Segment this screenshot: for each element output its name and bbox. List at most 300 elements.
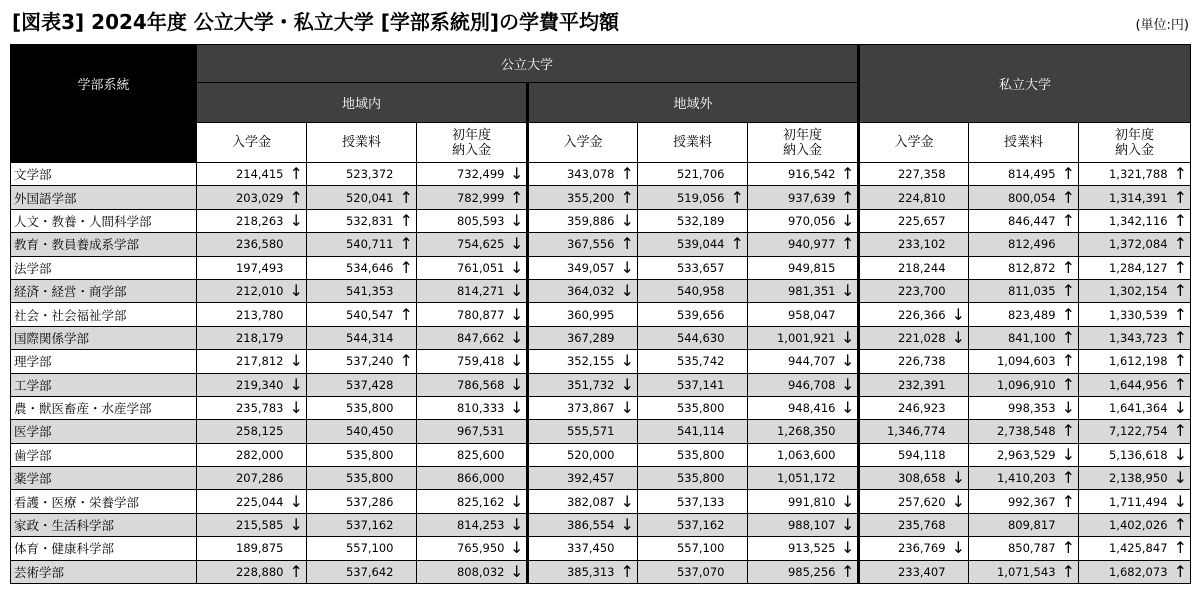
in-admission-trend [287,467,307,490]
out-tuition-value: 533,657 [638,256,728,279]
in-admission-value: 214,415 [197,163,287,186]
in-tuition-value: 523,372 [307,163,397,186]
in-tuition-trend [397,209,417,232]
out-tuition-value: 535,742 [638,350,728,373]
pr-first-year-trend [1171,279,1191,302]
in-first-year-trend [508,467,528,490]
out-admission-value: 337,450 [528,537,618,560]
out-first-year-value: 958,047 [748,303,839,326]
faculty-name: 教育・教員養成系学部 [11,233,197,256]
out-admission-value: 343,078 [528,163,618,186]
in-tuition-trend [397,420,417,443]
down-arrow-icon: ↓ [620,257,634,277]
pr-admission-header: 入学金 [859,123,969,163]
pr-first-year-value: 1,425,847 [1079,537,1171,560]
pr-first-year-value: 1,342,116 [1079,209,1171,232]
down-arrow-icon: ↓ [951,304,965,324]
in-first-year-trend [508,350,528,373]
table-row [11,303,1191,326]
out-admission-value: 360,995 [528,303,618,326]
out-tuition-value: 521,706 [638,163,728,186]
in-tuition-value: 557,100 [307,537,397,560]
down-arrow-icon: ↓ [951,538,965,558]
up-arrow-icon: ↑ [1061,538,1075,558]
faculty-name: 法学部 [11,256,197,279]
down-arrow-icon: ↓ [510,374,524,394]
in-admission-trend [287,350,307,373]
down-arrow-icon: ↓ [1061,398,1075,418]
in-first-year-value: 808,032 [417,560,508,583]
out-first-year-trend [839,490,859,513]
up-arrow-icon: ↑ [1173,187,1187,207]
out-tuition-value: 537,162 [638,513,728,536]
in-admission-value: 236,580 [197,233,287,256]
tuition-table [10,44,1191,584]
out-first-year-trend [839,467,859,490]
in-tuition-value: 537,286 [307,490,397,513]
pr-tuition-trend [1059,326,1079,349]
in-first-year-trend [508,303,528,326]
out-tuition-value: 537,133 [638,490,728,513]
up-arrow-icon: ↑ [620,561,634,581]
pr-admission-value: 257,620 [859,490,949,513]
down-arrow-icon: ↓ [510,164,524,184]
in-first-year-trend [508,186,528,209]
in-tuition-trend [397,490,417,513]
up-arrow-icon: ↑ [620,234,634,254]
in-first-year-value: 825,600 [417,443,508,466]
sub-header-row [11,123,1191,163]
down-arrow-icon: ↓ [841,538,855,558]
in-admission-value: 207,286 [197,467,287,490]
out-tuition-trend [728,326,748,349]
table-row [11,186,1191,209]
pr-first-year-value: 1,330,539 [1079,303,1171,326]
out-first-year-value: 988,107 [748,513,839,536]
up-arrow-icon: ↑ [1061,210,1075,230]
out-tuition-value: 544,630 [638,326,728,349]
category-header-cont [11,123,197,163]
out-first-year-value: 944,707 [748,350,839,373]
pr-tuition-trend [1059,233,1079,256]
in-admission-value: 217,812 [197,350,287,373]
pr-admission-value: 246,923 [859,396,949,419]
down-arrow-icon: ↓ [510,561,524,581]
pr-first-year-value: 1,402,026 [1079,513,1171,536]
out-first-year-trend [839,233,859,256]
in-first-year-trend [508,163,528,186]
down-arrow-icon: ↓ [510,515,524,535]
out-first-year-trend [839,396,859,419]
down-arrow-icon: ↓ [841,491,855,511]
down-arrow-icon: ↓ [510,327,524,347]
out-first-year-value: 991,810 [748,490,839,513]
out-first-year-value: 948,416 [748,396,839,419]
pr-tuition-trend [1059,163,1079,186]
pr-admission-value: 594,118 [859,443,949,466]
in-admission-trend [287,560,307,583]
in-first-year-trend [508,209,528,232]
down-arrow-icon: ↓ [1173,468,1187,488]
pr-tuition-trend [1059,256,1079,279]
in-admission-trend [287,303,307,326]
pr-tuition-value: 812,872 [969,256,1059,279]
up-arrow-icon: ↑ [399,187,413,207]
in-tuition-value: 544,314 [307,326,397,349]
out-tuition-trend [728,560,748,583]
in-first-year-value: 814,271 [417,279,508,302]
in-tuition-value: 534,646 [307,256,397,279]
in-tuition-value: 535,800 [307,396,397,419]
down-arrow-icon: ↓ [510,234,524,254]
out-first-year-value: 1,001,921 [748,326,839,349]
pr-admission-trend [949,560,969,583]
pr-first-year-value: 5,136,618 [1079,443,1171,466]
pr-first-year-trend [1171,233,1191,256]
out-first-year-value: 940,977 [748,233,839,256]
up-arrow-icon: ↑ [1173,374,1187,394]
out-first-year-value: 937,639 [748,186,839,209]
pr-tuition-value: 850,787 [969,537,1059,560]
out-admission-value: 355,200 [528,186,618,209]
out-tuition-value: 539,656 [638,303,728,326]
in-admission-value: 218,263 [197,209,287,232]
out-admission-value: 382,087 [528,490,618,513]
pr-tuition-trend [1059,420,1079,443]
in-region-header: 地域内 [197,83,528,123]
pr-first-year-trend [1171,560,1191,583]
in-admission-trend [287,396,307,419]
down-arrow-icon: ↓ [620,491,634,511]
table-row [11,256,1191,279]
pr-first-year-value: 2,138,950 [1079,467,1171,490]
table-row [11,443,1191,466]
up-arrow-icon: ↑ [1061,561,1075,581]
out-first-year-trend [839,209,859,232]
down-arrow-icon: ↓ [1173,491,1187,511]
private-university-header: 私立大学 [859,45,1191,123]
down-arrow-icon: ↓ [510,281,524,301]
in-first-year-trend [508,420,528,443]
in-first-year-trend [508,513,528,536]
out-tuition-value: 540,958 [638,279,728,302]
pr-first-year-value: 1,321,788 [1079,163,1171,186]
pr-tuition-value: 1,071,543 [969,560,1059,583]
pr-first-year-trend [1171,163,1191,186]
out-admission-trend [618,537,638,560]
pr-admission-trend [949,209,969,232]
out-first-year-trend [839,443,859,466]
in-tuition-trend [397,560,417,583]
out-tuition-trend [728,186,748,209]
up-arrow-icon: ↑ [1061,491,1075,511]
down-arrow-icon: ↓ [951,327,965,347]
in-tuition-trend [397,256,417,279]
out-tuition-value: 537,070 [638,560,728,583]
out-admission-trend [618,279,638,302]
out-tuition-trend [728,490,748,513]
out-first-year-trend [839,303,859,326]
out-admission-trend [618,350,638,373]
pr-tuition-value: 811,035 [969,279,1059,302]
out-first-year-trend [839,163,859,186]
pr-tuition-value: 2,738,548 [969,420,1059,443]
down-arrow-icon: ↓ [620,351,634,371]
down-arrow-icon: ↓ [841,210,855,230]
in-tuition-trend [397,443,417,466]
in-first-year-trend [508,490,528,513]
up-arrow-icon: ↑ [289,164,303,184]
pr-tuition-trend [1059,279,1079,302]
pr-tuition-value: 841,100 [969,326,1059,349]
in-first-year-trend [508,326,528,349]
faculty-name: 農・獣医畜産・水産学部 [11,396,197,419]
pr-first-year-value: 1,682,073 [1079,560,1171,583]
in-first-year-value: 847,662 [417,326,508,349]
up-arrow-icon: ↑ [1173,304,1187,324]
out-admission-trend [618,303,638,326]
in-first-year-value: 780,877 [417,303,508,326]
pr-admission-trend [949,233,969,256]
down-arrow-icon: ↓ [951,468,965,488]
pr-admission-value: 233,102 [859,233,949,256]
in-admission-trend [287,513,307,536]
table-row [11,209,1191,232]
pr-admission-value: 308,658 [859,467,949,490]
in-tuition-value: 535,800 [307,467,397,490]
in-admission-header: 入学金 [197,123,307,163]
in-tuition-trend [397,467,417,490]
pr-admission-value: 218,244 [859,256,949,279]
out-first-year-value: 913,525 [748,537,839,560]
up-arrow-icon: ↑ [1061,164,1075,184]
in-admission-trend [287,163,307,186]
pr-tuition-value: 800,054 [969,186,1059,209]
in-admission-trend [287,326,307,349]
down-arrow-icon: ↓ [1173,398,1187,418]
up-arrow-icon: ↑ [1061,351,1075,371]
in-tuition-value: 540,450 [307,420,397,443]
table-row [11,513,1191,536]
pr-tuition-value: 992,367 [969,490,1059,513]
table-row [11,490,1191,513]
pr-first-year-trend [1171,396,1191,419]
pr-tuition-trend [1059,396,1079,419]
down-arrow-icon: ↓ [951,491,965,511]
pr-first-year-trend [1171,537,1191,560]
in-first-year-value: 782,999 [417,186,508,209]
up-arrow-icon: ↑ [289,561,303,581]
in-tuition-value: 532,831 [307,209,397,232]
table-row [11,233,1191,256]
in-tuition-value: 537,240 [307,350,397,373]
pr-admission-trend [949,256,969,279]
pr-first-year-trend [1171,303,1191,326]
pr-tuition-value: 812,496 [969,233,1059,256]
pr-admission-value: 227,358 [859,163,949,186]
in-admission-trend [287,279,307,302]
in-first-year-trend [508,373,528,396]
in-first-year-trend [508,233,528,256]
out-admission-trend [618,490,638,513]
pr-first-year-value: 1,314,391 [1079,186,1171,209]
in-tuition-trend [397,163,417,186]
in-admission-trend [287,490,307,513]
in-admission-value: 282,000 [197,443,287,466]
out-tuition-value: 541,114 [638,420,728,443]
pr-first-year-trend [1171,256,1191,279]
out-admission-trend [618,373,638,396]
in-first-year-value: 814,253 [417,513,508,536]
pr-admission-value: 235,768 [859,513,949,536]
out-first-year-value: 1,063,600 [748,443,839,466]
out-admission-trend [618,396,638,419]
down-arrow-icon: ↓ [841,281,855,301]
out-admission-trend [618,513,638,536]
pr-tuition-trend [1059,209,1079,232]
out-first-year-value: 916,542 [748,163,839,186]
pr-admission-trend [949,537,969,560]
pr-tuition-trend [1059,373,1079,396]
in-admission-trend [287,233,307,256]
pr-admission-value: 226,366 [859,303,949,326]
in-tuition-value: 520,041 [307,186,397,209]
out-first-year-trend [839,560,859,583]
out-first-year-trend [839,350,859,373]
out-tuition-trend [728,163,748,186]
table-row [11,326,1191,349]
in-admission-value: 213,780 [197,303,287,326]
up-arrow-icon: ↑ [841,164,855,184]
in-tuition-trend [397,350,417,373]
in-tuition-value: 537,162 [307,513,397,536]
out-admission-value: 352,155 [528,350,618,373]
down-arrow-icon: ↓ [510,351,524,371]
faculty-name: 薬学部 [11,467,197,490]
unit-label: (単位:円) [1135,18,1189,33]
out-first-year-trend [839,326,859,349]
pr-admission-value: 1,346,774 [859,420,949,443]
down-arrow-icon: ↓ [510,538,524,558]
in-tuition-value: 540,547 [307,303,397,326]
up-arrow-icon: ↑ [1173,257,1187,277]
pr-tuition-trend [1059,186,1079,209]
table-row [11,373,1191,396]
in-first-year-trend [508,537,528,560]
out-first-year-value: 1,268,350 [748,420,839,443]
faculty-name: 国際関係学部 [11,326,197,349]
pr-tuition-value: 1,410,203 [969,467,1059,490]
in-tuition-trend [397,513,417,536]
out-tuition-value: 557,100 [638,537,728,560]
in-tuition-trend [397,186,417,209]
out-tuition-trend [728,256,748,279]
in-admission-trend [287,537,307,560]
pr-tuition-trend [1059,467,1079,490]
pr-tuition-value: 814,495 [969,163,1059,186]
pr-tuition-header: 授業料 [969,123,1079,163]
down-arrow-icon: ↓ [620,515,634,535]
in-first-year-value: 805,593 [417,209,508,232]
pr-tuition-value: 1,096,910 [969,373,1059,396]
pr-tuition-value: 998,353 [969,396,1059,419]
out-admission-trend [618,420,638,443]
pr-admission-trend [949,396,969,419]
up-arrow-icon: ↑ [1173,421,1187,441]
pr-first-year-trend [1171,326,1191,349]
pr-tuition-trend [1059,513,1079,536]
pr-first-year-value: 1,343,723 [1079,326,1171,349]
out-tuition-trend [728,233,748,256]
pr-tuition-value: 846,447 [969,209,1059,232]
up-arrow-icon: ↑ [1061,421,1075,441]
in-first-year-value: 866,000 [417,467,508,490]
in-first-year-value: 765,950 [417,537,508,560]
in-first-year-value: 825,162 [417,490,508,513]
pr-tuition-value: 809,817 [969,513,1059,536]
out-admission-trend [618,209,638,232]
in-admission-value: 219,340 [197,373,287,396]
pr-admission-trend [949,443,969,466]
down-arrow-icon: ↓ [510,304,524,324]
down-arrow-icon: ↓ [289,210,303,230]
pr-admission-value: 236,769 [859,537,949,560]
down-arrow-icon: ↓ [620,281,634,301]
pr-first-year-trend [1171,467,1191,490]
pr-first-year-trend [1171,420,1191,443]
in-tuition-value: 537,642 [307,560,397,583]
pr-first-year-value: 1,644,956 [1079,373,1171,396]
pr-tuition-value: 2,963,529 [969,443,1059,466]
faculty-name: 歯学部 [11,443,197,466]
in-admission-value: 212,010 [197,279,287,302]
out-tuition-value: 535,800 [638,443,728,466]
out-admission-trend [618,163,638,186]
in-first-year-value: 967,531 [417,420,508,443]
in-tuition-value: 537,428 [307,373,397,396]
down-arrow-icon: ↓ [841,398,855,418]
pr-admission-trend [949,163,969,186]
table-row [11,396,1191,419]
out-admission-trend [618,560,638,583]
in-first-year-value: 732,499 [417,163,508,186]
table-row [11,537,1191,560]
pr-first-year-value: 7,122,754 [1079,420,1171,443]
up-arrow-icon: ↑ [1173,234,1187,254]
faculty-name: 人文・教養・人間科学部 [11,209,197,232]
pr-tuition-trend [1059,443,1079,466]
out-admission-value: 373,867 [528,396,618,419]
table-row [11,560,1191,583]
out-admission-value: 555,571 [528,420,618,443]
out-admission-value: 349,057 [528,256,618,279]
down-arrow-icon: ↓ [289,281,303,301]
up-arrow-icon: ↑ [399,351,413,371]
out-region-header: 地域外 [528,83,859,123]
pr-admission-trend [949,373,969,396]
pr-first-year-trend [1171,186,1191,209]
in-first-year-value: 786,568 [417,373,508,396]
down-arrow-icon: ↓ [841,515,855,535]
in-first-year-value: 810,333 [417,396,508,419]
in-tuition-trend [397,233,417,256]
out-tuition-value: 535,800 [638,467,728,490]
out-tuition-trend [728,443,748,466]
up-arrow-icon: ↑ [1173,281,1187,301]
out-tuition-trend [728,537,748,560]
out-tuition-value: 532,189 [638,209,728,232]
up-arrow-icon: ↑ [1173,210,1187,230]
